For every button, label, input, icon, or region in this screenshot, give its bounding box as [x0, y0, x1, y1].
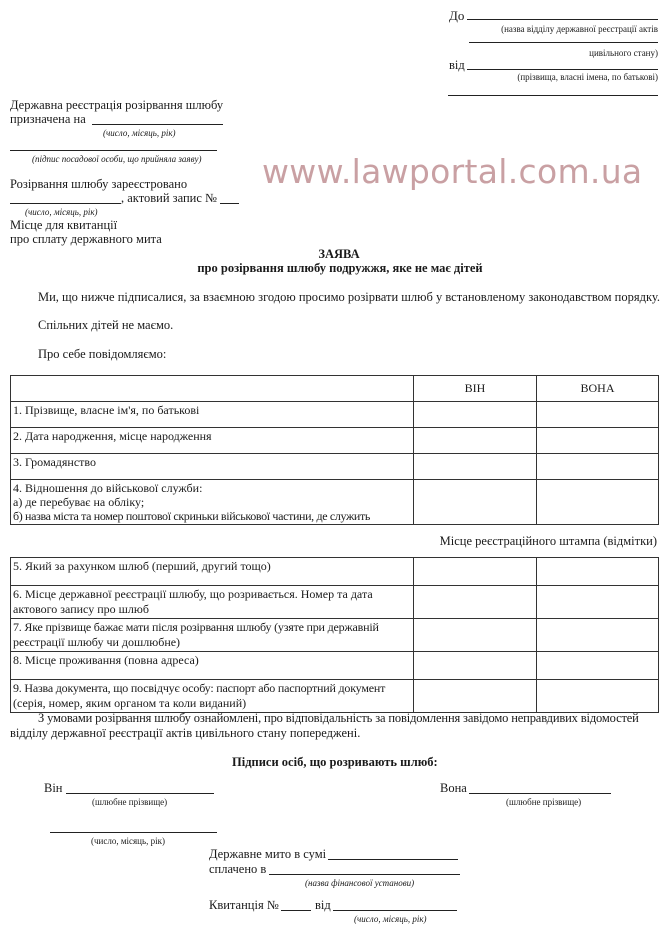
registered-date-hint: (число, місяць, рік)	[25, 207, 98, 217]
registered-date-line[interactable]	[10, 203, 121, 204]
signature-date-line[interactable]	[50, 832, 217, 833]
to-field-line-2[interactable]	[469, 42, 658, 43]
she-signature-label: Вона	[440, 781, 467, 795]
receipt-place-2: про сплату державного мита	[10, 232, 162, 246]
row-label	[11, 680, 414, 713]
row-label: 1. Прізвище, власне ім'я, по батькові	[11, 402, 414, 428]
she-cell[interactable]	[537, 652, 659, 680]
acknowledgement-line-2: відділу державної реєстрації актів цивільного стану попереджені.	[10, 726, 361, 740]
she-signature-hint: (шлюбне прізвище)	[506, 797, 582, 807]
record-number-line[interactable]	[220, 203, 239, 204]
personal-info-table-1	[10, 375, 659, 525]
row-label-line: а) де перебуває на обліку;	[13, 495, 145, 509]
table-header-row	[11, 376, 659, 402]
he-signature-line[interactable]	[66, 793, 214, 794]
he-cell[interactable]	[414, 558, 537, 586]
table-row	[11, 619, 659, 652]
row-label	[11, 480, 414, 525]
table-row	[11, 428, 659, 454]
row-label-line: 7. Яке прізвище бажає мати після розірвання шлюбу (узяте при державній	[13, 620, 379, 634]
fee-receipt-date-line[interactable]	[333, 910, 457, 911]
she-cell[interactable]	[537, 558, 659, 586]
row-label-line: актового запису про шлюб	[13, 602, 149, 616]
table-row	[11, 652, 659, 680]
row-label: 5. Який за рахунком шлюб (перший, другий тощо)	[11, 558, 414, 586]
from-hint: (прізвища, власні імена, по батькові)	[517, 72, 658, 82]
to-label: До	[449, 8, 465, 23]
she-cell[interactable]	[537, 428, 659, 454]
registry-date-hint: (число, місяць, рік)	[103, 128, 176, 138]
he-cell[interactable]	[414, 454, 537, 480]
row-label	[11, 619, 414, 652]
row-label	[11, 586, 414, 619]
header-empty	[11, 376, 414, 402]
registry-date-line[interactable]	[92, 124, 223, 125]
table-row	[11, 680, 659, 713]
she-cell[interactable]	[537, 680, 659, 713]
personal-info-table-2	[10, 557, 659, 713]
document-subtitle: про розірвання шлюбу подружжя, яке не має дітей	[197, 261, 483, 275]
she-cell[interactable]	[537, 619, 659, 652]
row-label: 2. Дата народження, місце народження	[11, 428, 414, 454]
he-cell[interactable]	[414, 619, 537, 652]
row-label-line: б) назва міста та номер поштової скриньки військової частини, де служить	[13, 509, 370, 523]
stamp-place-label: Місце реєстраційного штампа (відмітки)	[439, 534, 657, 548]
row-label-line: 6. Місце державної реєстрації шлюбу, що розривається. Номер та дата	[13, 587, 373, 601]
he-signature-label: Він	[44, 781, 63, 795]
she-signature-line[interactable]	[469, 793, 611, 794]
fee-from-label: від	[315, 898, 331, 912]
she-cell[interactable]	[537, 480, 659, 525]
row-label-line: 4. Відношення до військової служби:	[13, 481, 203, 495]
from-label: від	[449, 58, 465, 72]
she-cell[interactable]	[537, 586, 659, 619]
he-cell[interactable]	[414, 428, 537, 454]
document-title: ЗАЯВА	[318, 247, 360, 261]
registry-line-2: призначена на	[10, 112, 86, 126]
registered-label: Розірвання шлюбу зареєстровано	[10, 177, 188, 191]
row-label: 8. Місце проживання (повна адреса)	[11, 652, 414, 680]
row-label-line: реєстрації шлюбу чи дошлюбне)	[13, 635, 181, 649]
fee-receipt-number-line[interactable]	[281, 910, 311, 911]
fee-institution-hint: (назва фінансової установи)	[305, 878, 415, 888]
official-signature-line[interactable]	[10, 150, 217, 151]
from-field-line[interactable]	[467, 69, 658, 70]
to-hint-1: (назва відділу державної реєстрації актів	[501, 24, 658, 34]
table-row	[11, 558, 659, 586]
table-row	[11, 402, 659, 428]
fee-amount-label: Державне мито в сумі	[209, 847, 327, 861]
fee-amount-line[interactable]	[328, 859, 458, 860]
signatures-heading: Підписи осіб, що розривають шлюб:	[232, 755, 438, 769]
fee-receipt-date-hint: (число, місяць, рік)	[354, 914, 427, 924]
table-row	[11, 454, 659, 480]
body-paragraph-3: Про себе повідомляємо:	[38, 347, 167, 361]
registry-line-1: Державна реєстрація розірвання шлюбу	[10, 98, 224, 112]
he-cell[interactable]	[414, 586, 537, 619]
receipt-place-1: Місце для квитанції	[10, 218, 118, 232]
he-cell[interactable]	[414, 652, 537, 680]
body-paragraph-2: Спільних дітей не маємо.	[38, 318, 174, 332]
he-cell[interactable]	[414, 480, 537, 525]
header-he: ВІН	[414, 376, 537, 402]
fee-receipt-label: Квитанція №	[209, 898, 279, 912]
table-row	[11, 586, 659, 619]
to-field-line[interactable]	[467, 19, 658, 20]
fee-institution-line[interactable]	[269, 874, 460, 875]
fee-paid-label: сплачено в	[209, 862, 267, 876]
to-hint-2: цивільного стану)	[589, 48, 658, 58]
row-label: 3. Громадянство	[11, 454, 414, 480]
record-label: , актовий запис №	[121, 191, 217, 205]
from-field-line-2[interactable]	[448, 95, 658, 96]
table-row	[11, 480, 659, 525]
body-paragraph-1: Ми, що нижче підписалися, за взаємною згодою просимо розірвати шлюб у встановленому законодавством порядку.	[38, 290, 661, 304]
row-label-line: (серія, номер, яким органом та коли виданий)	[13, 696, 247, 710]
watermark: www.lawportal.com.ua	[262, 152, 643, 191]
row-label-line: 9. Назва документа, що посвідчує особу: паспорт або паспортний документ	[13, 681, 386, 695]
he-cell[interactable]	[414, 680, 537, 713]
acknowledgement-line-1: З умовами розірвання шлюбу ознайомлені, про відповідальність за повідомлення завідомо неправдивих відомостей	[38, 711, 639, 725]
she-cell[interactable]	[537, 454, 659, 480]
signature-date-hint: (число, місяць, рік)	[91, 836, 165, 846]
he-signature-hint: (шлюбне прізвище)	[92, 797, 168, 807]
he-cell[interactable]	[414, 402, 537, 428]
header-she: ВОНА	[537, 376, 659, 402]
official-signature-hint: (підпис посадової особи, що прийняла заяву)	[32, 154, 202, 164]
she-cell[interactable]	[537, 402, 659, 428]
